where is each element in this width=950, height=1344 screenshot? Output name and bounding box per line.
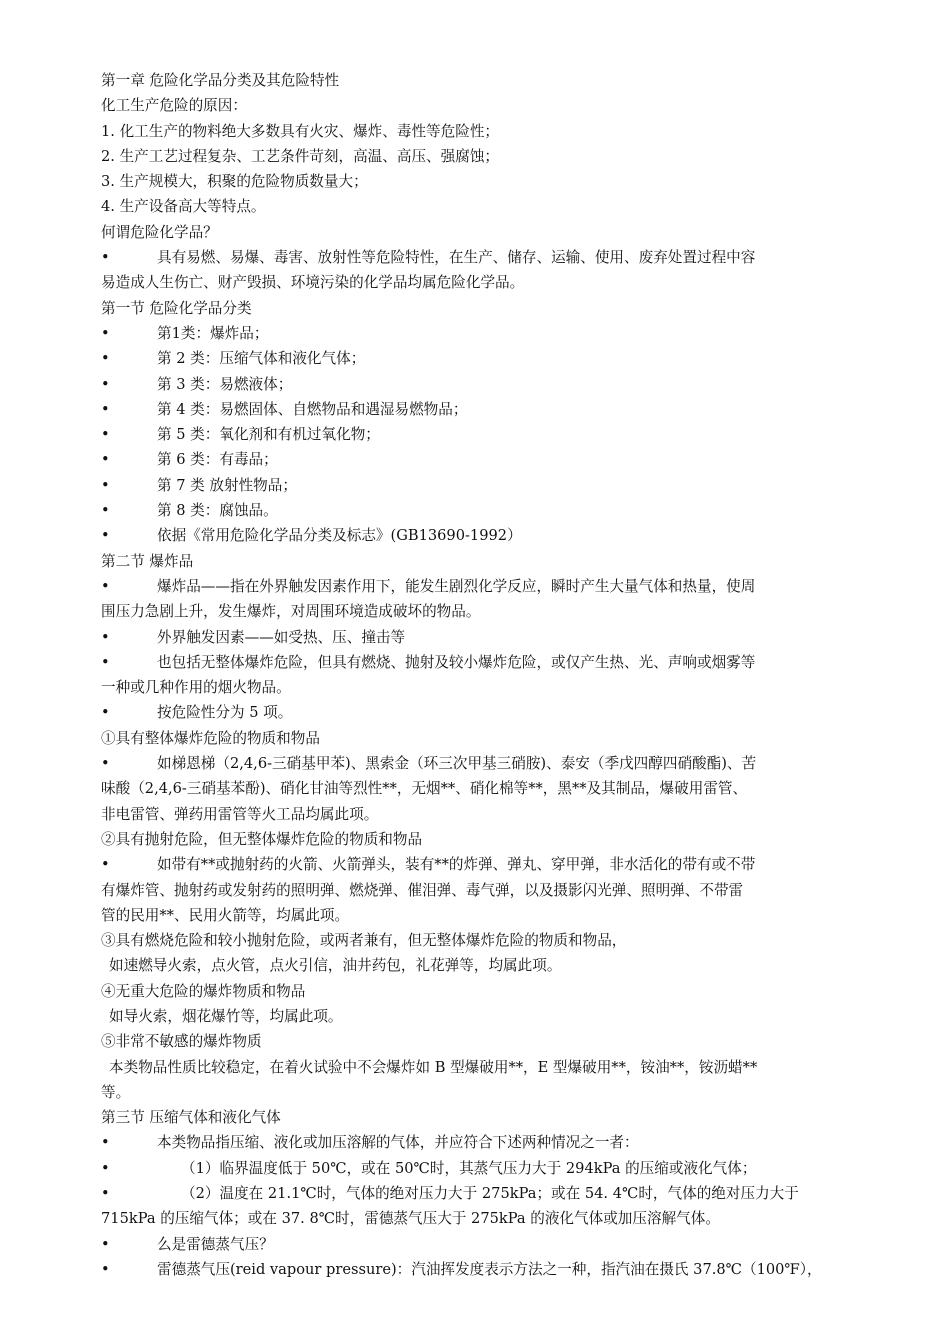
bullet-text: 第1类：爆炸品； — [157, 324, 269, 342]
text-line: 3. 生产规模大，积聚的危险物质数量大； — [101, 173, 368, 191]
continuation-line: 等。 — [101, 1083, 131, 1101]
bullet-icon: • — [101, 577, 110, 595]
bullet-text: 么是雷德蒸气压？ — [157, 1235, 274, 1253]
continuation-line: 715kPa 的压缩气体；或在 37. 8℃时，雷德蒸气压大于 275kPa 的液化气体或加压溶解气体。 — [101, 1210, 720, 1228]
bullet-text: 爆炸品——指在外界触发因素作用下，能发生剧烈化学反应，瞬时产生大量气体和热量，使周 — [157, 577, 756, 595]
bullet-text: 如带有**或抛射药的火箭、火箭弹头，装有**的炸弹、弹丸、穿甲弹，非水活化的带有或不带 — [157, 856, 756, 874]
continuation-line: 易造成人生伤亡、财产毁损、环境污染的化学品均属危险化学品。 — [101, 274, 525, 292]
bullet-text: 依据《常用危险化学品分类及标志》(GB13690-1992） — [157, 527, 522, 545]
bullet-item — [101, 397, 841, 422]
document-page — [101, 68, 841, 1282]
bullet-item — [101, 1130, 841, 1155]
bullet-icon: • — [101, 502, 110, 520]
bullet-item — [101, 625, 841, 650]
text-line: 化工生产危险的原因： — [101, 97, 247, 115]
text-line: ③具有燃烧危险和较小抛射危险，或两者兼有，但无整体爆炸危险的物质和物品， — [101, 932, 627, 950]
bullet-item — [101, 422, 841, 447]
text-line: 第二节 爆炸品 — [101, 552, 194, 570]
bullet-text: 第 6 类：有毒品； — [157, 451, 278, 469]
bullet-item — [101, 372, 841, 397]
bullet-text: 第 5 类：氧化剂和有机过氧化物； — [157, 426, 380, 444]
bullet-icon: • — [101, 1260, 110, 1278]
bullet-item — [101, 852, 841, 877]
bullet-icon: • — [101, 324, 110, 342]
text-line: 第一节 危险化学品分类 — [101, 299, 252, 317]
text-line: ⑤非常不敏感的爆炸物质 — [101, 1033, 262, 1051]
bullet-item — [101, 574, 841, 599]
text-line: 2. 生产工艺过程复杂、工艺条件苛刻，高温、高压、强腐蚀； — [101, 147, 500, 165]
text-line: 何谓危险化学品？ — [101, 223, 218, 241]
text-line: ①具有整体爆炸危险的物质和物品 — [101, 729, 320, 747]
continuation-line: 有爆炸管、抛射药或发射药的照明弹、燃烧弹、催泪弹、毒气弹，以及摄影闪光弹、照明弹、不带雷 — [101, 881, 744, 899]
bullet-text: 外界触发因素——如受热、压、撞击等 — [157, 628, 406, 646]
bullet-icon: • — [101, 1185, 110, 1203]
bullet-icon: • — [101, 1159, 110, 1177]
text-line: 第一章 危险化学品分类及其危险特性 — [101, 72, 340, 89]
bullet-item — [101, 751, 841, 776]
bullet-text: 也包括无整体爆炸危险，但具有燃烧、抛射及较小爆炸危险，或仅产生热、光、声响或烟雾等 — [157, 653, 756, 671]
continuation-line: 管的民用**、民用火箭等，均属此项。 — [101, 906, 350, 924]
bullet-icon: • — [101, 628, 110, 646]
bullet-item — [101, 245, 841, 270]
bullet-icon: • — [101, 249, 110, 267]
bullet-icon: • — [101, 527, 110, 545]
bullet-icon: • — [101, 653, 110, 671]
bullet-text: 第 3 类：易燃液体； — [157, 375, 293, 393]
bullet-icon: • — [101, 704, 110, 722]
bullet-text: 本类物品指压缩、液化或加压溶解的气体，并应符合下述两种情况之一者： — [157, 1134, 639, 1152]
bullet-icon: • — [101, 856, 110, 874]
bullet-text: 具有易燃、易爆、毒害、放射性等危险特性，在生产、储存、运输、使用、废弃处置过程中容 — [157, 249, 756, 267]
bullet-item — [101, 1257, 841, 1282]
text-line: 如导火索，烟花爆竹等，均属此项。 — [109, 1007, 343, 1025]
text-line: 如速燃导火索，点火管，点火引信，油井药包，礼花弹等，均属此项。 — [109, 957, 562, 975]
bullet-item — [101, 321, 841, 346]
bullet-icon: • — [101, 400, 110, 418]
bullet-icon: • — [101, 1134, 110, 1152]
bullet-item — [101, 346, 841, 371]
bullet-item — [101, 1156, 841, 1181]
bullet-item — [101, 498, 841, 523]
continuation-line: 围压力急剧上升，发生爆炸，对周围环境造成破坏的物品。 — [101, 603, 481, 621]
bullet-item — [101, 700, 841, 725]
bullet-icon: • — [101, 755, 110, 773]
bullet-item — [101, 447, 841, 472]
bullet-text: （1）临界温度低于 50℃，或在 50℃时，其蒸气压力大于 294kPa 的压缩或液化气体； — [181, 1159, 757, 1177]
continuation-line: 一种或几种作用的烟火物品。 — [101, 679, 291, 697]
continuation-line: 味酸（2,4,6-三硝基苯酚)、硝化甘油等烈性**，无烟**、硝化棉等**，黑**及其制品，爆破用雷管、 — [101, 780, 748, 798]
bullet-icon: • — [101, 476, 110, 494]
bullet-item — [101, 1232, 841, 1257]
bullet-text: 第 8 类：腐蚀品。 — [157, 502, 278, 520]
bullet-text: 第 4 类：易燃固体、自燃物品和遇湿易燃物品； — [157, 400, 468, 418]
text-line: ②具有抛射危险，但无整体爆炸危险的物质和物品 — [101, 830, 423, 848]
text-line: ④无重大危险的爆炸物质和物品 — [101, 982, 306, 1000]
bullet-icon: • — [101, 1235, 110, 1253]
continuation-line: 非电雷管、弹药用雷管等火工品均属此项。 — [101, 805, 379, 823]
bullet-item — [101, 473, 841, 498]
bullet-icon: • — [101, 451, 110, 469]
bullet-icon: • — [101, 350, 110, 368]
bullet-text: 如梯恩梯（2,4,6-三硝基甲苯)、黑索金（环三次甲基三硝胺)、泰安（季戊四醇四硝酸酯)、苦 — [157, 755, 757, 773]
text-line: 4. 生产设备高大等特点。 — [101, 198, 266, 216]
bullet-text: 第 7 类 放射性物品； — [157, 476, 297, 494]
bullet-item — [101, 523, 841, 548]
bullet-text: （2）温度在 21.1℃时，气体的绝对压力大于 275kPa；或在 54. 4℃时，气体的绝对压力大于 — [181, 1185, 799, 1203]
text-line: 第三节 压缩气体和液化气体 — [101, 1109, 281, 1127]
bullet-icon: • — [101, 375, 110, 393]
bullet-icon: • — [101, 426, 110, 444]
text-line: 本类物品性质比较稳定，在着火试验中不会爆炸如 B 型爆破用**，E 型爆破用**，铵油**，铵沥蜡** — [109, 1058, 758, 1076]
bullet-text: 第 2 类：压缩气体和液化气体； — [157, 350, 366, 368]
bullet-text: 按危险性分为 5 项。 — [157, 704, 293, 722]
text-line: 1. 化工生产的物料绝大多数具有火灾、爆炸、毒性等危险性； — [101, 122, 500, 140]
bullet-item — [101, 1181, 841, 1206]
bullet-text: 雷德蒸气压(reid vapour pressure)：汽油挥发度表示方法之一种，指汽油在摄氏 37.8℃（100℉）， — [157, 1260, 822, 1278]
bullet-item — [101, 650, 841, 675]
